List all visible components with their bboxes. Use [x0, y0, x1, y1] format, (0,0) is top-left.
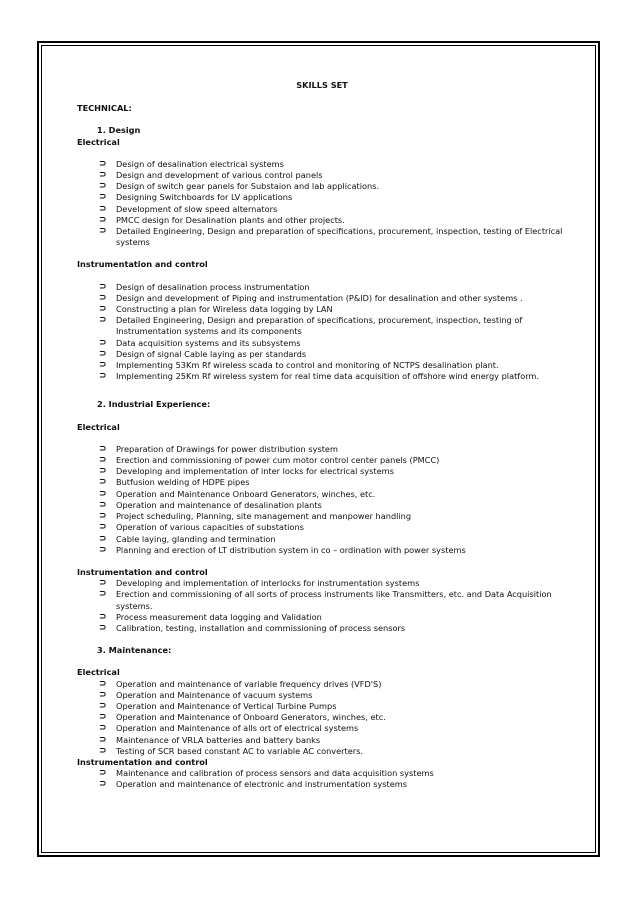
list-item: ⊃ Planning and erection of LT distribution system in co – ordination with power systems: [99, 544, 466, 555]
document-body: [77, 80, 567, 791]
arrow-bullet-icon: ⊃: [99, 315, 107, 326]
list-item: ⊃ Design and development of various control panels: [99, 170, 323, 181]
arrow-bullet-icon: ⊃: [99, 360, 107, 371]
arrow-bullet-icon: ⊃: [99, 712, 107, 723]
list-item: ⊃ Erection and commissioning of power cum motor control center panels (PMCC): [99, 455, 440, 466]
page-title: SKILLS SET: [296, 80, 348, 90]
arrow-bullet-icon: ⊃: [99, 348, 107, 359]
arrow-bullet-icon: ⊃: [99, 533, 107, 544]
arrow-bullet-icon: ⊃: [99, 745, 107, 756]
arrow-bullet-icon: ⊃: [99, 700, 107, 711]
list-item: ⊃ Implementing 53Km Rf wireless scada to control and monitoring of NCTPS desalination plant.: [99, 360, 499, 371]
arrow-bullet-icon: ⊃: [99, 689, 107, 700]
arrow-bullet-icon: ⊃: [99, 181, 107, 192]
group-label-instrumentation: Instrumentation and control: [77, 566, 208, 577]
list-item: ⊃ Operation and Maintenance of alls ort of electrical systems: [99, 723, 359, 734]
list-item: ⊃ Developing and implementation of interlocks for instrumentation systems: [99, 578, 420, 589]
arrow-bullet-icon: ⊃: [99, 281, 107, 292]
arrow-bullet-icon: ⊃: [99, 578, 107, 589]
list-item: ⊃ Calibration, testing, installation and commissioning of process sensors: [99, 622, 406, 633]
list-item: ⊃ Testing of SCR based constant AC to variable AC converters.: [99, 745, 364, 756]
list-item: ⊃ Design and development of Piping and instrumentation (P&ID) for desalination and other systems .: [99, 292, 523, 303]
arrow-bullet-icon: ⊃: [99, 589, 107, 600]
list-item: ⊃ PMCC design for Desalination plants and other projects.: [99, 214, 345, 225]
list-item: ⊃ Maintenance and calibration of process sensors and data acquisition systems: [99, 768, 434, 779]
list-item: ⊃ Operation and Maintenance of vacuum systems: [99, 689, 313, 700]
arrow-bullet-icon: ⊃: [99, 488, 107, 499]
arrow-bullet-icon: ⊃: [99, 371, 107, 382]
bullet-list: [77, 768, 567, 790]
list-item: ⊃ Butfusion welding of HDPE pipes: [99, 477, 250, 488]
list-item: ⊃ Constructing a plan for Wireless data logging by LAN: [99, 304, 333, 315]
list-item: ⊃ Data acquisition systems and its subsystems: [99, 337, 301, 348]
list-item: ⊃ Operation and maintenance of desalination plants: [99, 499, 322, 510]
arrow-bullet-icon: ⊃: [99, 170, 107, 181]
arrow-bullet-icon: ⊃: [99, 734, 107, 745]
list-item: ⊃ Operation of various capacities of substations: [99, 522, 304, 533]
list-item: ⊃ Process measurement data logging and Validation: [99, 611, 322, 622]
technical-label: TECHNICAL:: [77, 103, 132, 114]
arrow-bullet-icon: ⊃: [99, 522, 107, 533]
arrow-bullet-icon: ⊃: [99, 768, 107, 779]
arrow-bullet-icon: ⊃: [99, 499, 107, 510]
arrow-bullet-icon: ⊃: [99, 678, 107, 689]
bullet-list: [77, 282, 567, 383]
arrow-bullet-icon: ⊃: [99, 292, 107, 303]
arrow-bullet-icon: ⊃: [99, 455, 107, 466]
list-item: ⊃ Maintenance of VRLA batteries and battery banks: [99, 734, 321, 745]
arrow-bullet-icon: ⊃: [99, 477, 107, 488]
arrow-bullet-icon: ⊃: [99, 226, 107, 237]
list-item: ⊃ Design of desalination electrical systems: [99, 158, 284, 169]
arrow-bullet-icon: ⊃: [99, 544, 107, 555]
bullet-list: [77, 578, 567, 634]
group-label-instrumentation: Instrumentation and control: [77, 756, 208, 767]
arrow-bullet-icon: ⊃: [99, 158, 107, 169]
arrow-bullet-icon: ⊃: [99, 466, 107, 477]
list-item: ⊃ Erection and commissioning of all sorts of process instruments like Transmitters, etc. and Data Acquisition systems.: [99, 589, 552, 611]
list-item: ⊃ Developing and implementation of inter locks for electrical systems: [99, 466, 394, 477]
group-label-electrical: Electrical: [77, 136, 120, 147]
list-item: ⊃ Detailed Engineering, Design and preparation of specifications, procurement, inspection, testing of Electrical systems: [99, 226, 563, 248]
list-item: ⊃ Design of signal Cable laying as per standards: [99, 348, 307, 359]
list-item: ⊃ Implementing 25Km Rf wireless system for real time data acquisition of offshore wind energy platform.: [99, 371, 540, 382]
arrow-bullet-icon: ⊃: [99, 203, 107, 214]
arrow-bullet-icon: ⊃: [99, 214, 107, 225]
list-item: ⊃ Project scheduling, Planning, site management and manpower handling: [99, 511, 412, 522]
group-label-electrical: Electrical: [77, 421, 120, 432]
arrow-bullet-icon: ⊃: [99, 611, 107, 622]
list-item: ⊃ Development of slow speed alternators: [99, 203, 278, 214]
bullet-list: [77, 159, 567, 249]
bullet-list: [77, 679, 567, 757]
list-item: ⊃ Operation and Maintenance Onboard Generators, winches, etc.: [99, 488, 376, 499]
list-item: ⊃ Operation and Maintenance of Onboard Generators, winches, etc.: [99, 712, 386, 723]
list-item: ⊃ Detailed Engineering, Design and preparation of specifications, procurement, inspection, testing of Instrumentation systems and its components: [99, 315, 523, 337]
list-item: ⊃ Design of desalination process instrumentation: [99, 281, 310, 292]
list-item: ⊃ Design of switch gear panels for Substaion and lab applications.: [99, 181, 380, 192]
list-item: ⊃ Cable laying, glanding and termination: [99, 533, 276, 544]
arrow-bullet-icon: ⊃: [99, 443, 107, 454]
arrow-bullet-icon: ⊃: [99, 337, 107, 348]
arrow-bullet-icon: ⊃: [99, 192, 107, 203]
arrow-bullet-icon: ⊃: [99, 622, 107, 633]
list-item: ⊃ Operation and maintenance of variable frequency drives (VFD'S): [99, 678, 382, 689]
section-heading-industrial-experience: 2. Industrial Experience:: [97, 399, 211, 410]
arrow-bullet-icon: ⊃: [99, 304, 107, 315]
arrow-bullet-icon: ⊃: [99, 779, 107, 790]
bullet-list: [77, 444, 567, 556]
group-label-instrumentation: Instrumentation and control: [77, 259, 208, 270]
list-item: ⊃ Preparation of Drawings for power distribution system: [99, 443, 338, 454]
list-item: ⊃ Operation and Maintenance of Vertical Turbine Pumps: [99, 700, 337, 711]
list-item: ⊃ Operation and maintenance of electronic and instrumentation systems: [99, 779, 407, 790]
section-heading-design: 1. Design: [97, 125, 141, 136]
list-item: ⊃ Designing Switchboards for LV applications: [99, 192, 293, 203]
group-label-electrical: Electrical: [77, 667, 120, 678]
arrow-bullet-icon: ⊃: [99, 511, 107, 522]
section-heading-maintenance: 3. Maintenance:: [97, 645, 172, 656]
arrow-bullet-icon: ⊃: [99, 723, 107, 734]
